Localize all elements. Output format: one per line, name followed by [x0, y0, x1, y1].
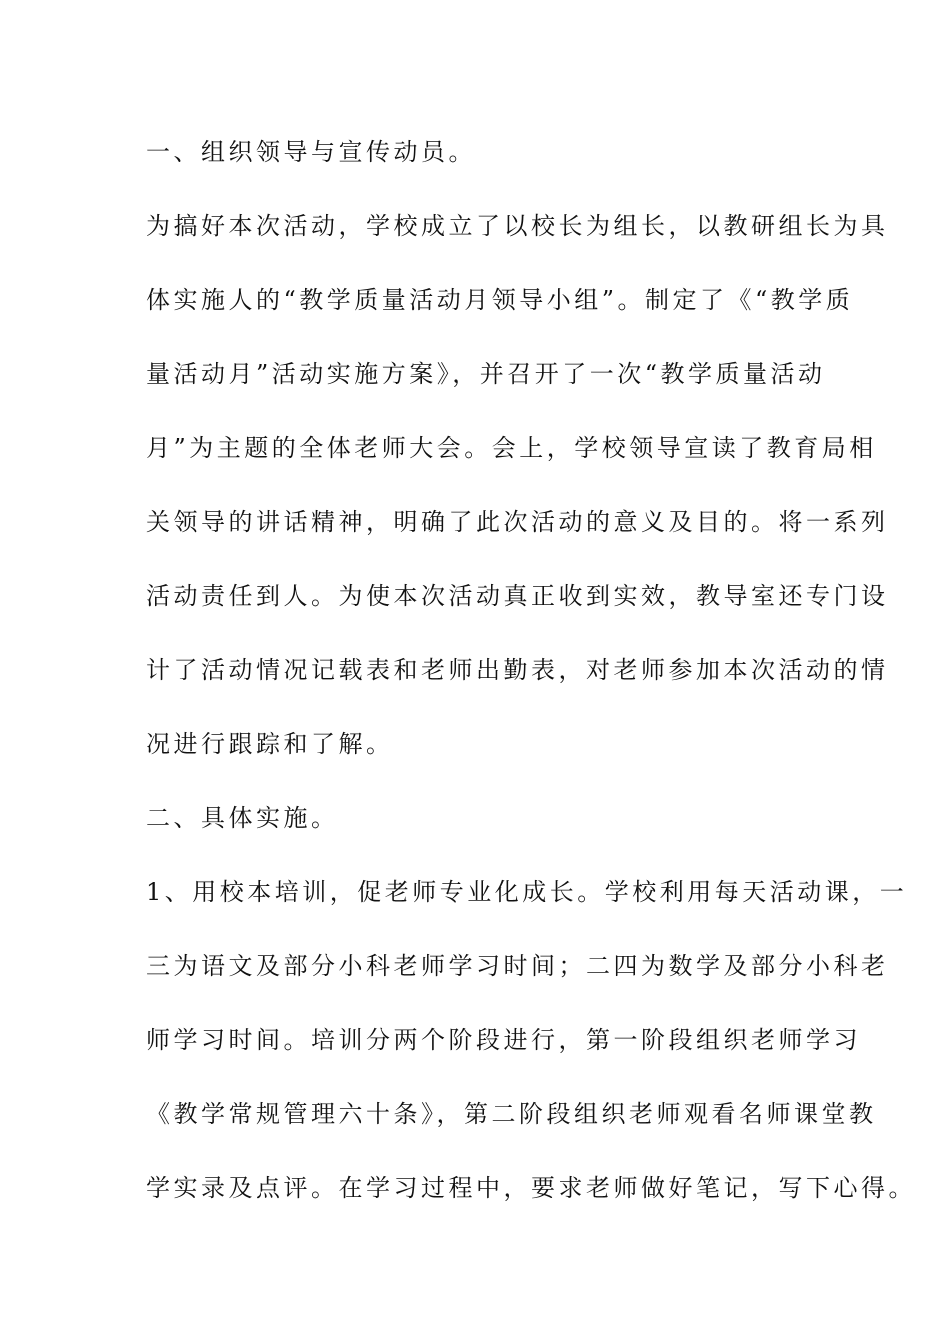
paragraph-line: 关领导的讲话精神，明确了此次活动的意义及目的。将一系列 [146, 508, 889, 536]
paragraph-line: 况进行跟踪和了解。 [146, 730, 394, 758]
paragraph-line: 《教学常规管理六十条》，第二阶段组织老师观看名师课堂教 [146, 1100, 877, 1128]
paragraph-line: 月”为主题的全体老师大会。会上，学校领导宣读了教育局相 [146, 434, 877, 462]
paragraph-line: 学实录及点评。在学习过程中，要求老师做好笔记，写下心得。 [146, 1174, 916, 1202]
paragraph-line: 活动责任到人。为使本次活动真正收到实效，教导室还专门设 [146, 582, 889, 610]
paragraph-line: 1、用校本培训，促老师专业化成长。学校利用每天活动课，一 [146, 878, 908, 906]
paragraph-line: 师学习时间。培训分两个阶段进行，第一阶段组织老师学习 [146, 1026, 861, 1054]
paragraph-line: 量活动月”活动实施方案》，并召开了一次“教学质量活动 [146, 360, 826, 388]
paragraph-line: 计了活动情况记载表和老师出勤表，对老师参加本次活动的情 [146, 656, 889, 684]
paragraph-line: 三为语文及部分小科老师学习时间；二四为数学及部分小科老 [146, 952, 889, 980]
section-heading-2: 二、具体实施。 [146, 804, 339, 832]
section-heading-1: 一、组织领导与宣传动员。 [146, 138, 476, 166]
paragraph-line: 为搞好本次活动，学校成立了以校长为组长，以教研组长为具 [146, 212, 889, 240]
paragraph-line: 体实施人的“教学质量活动月领导小组”。制定了《“教学质 [146, 286, 854, 314]
